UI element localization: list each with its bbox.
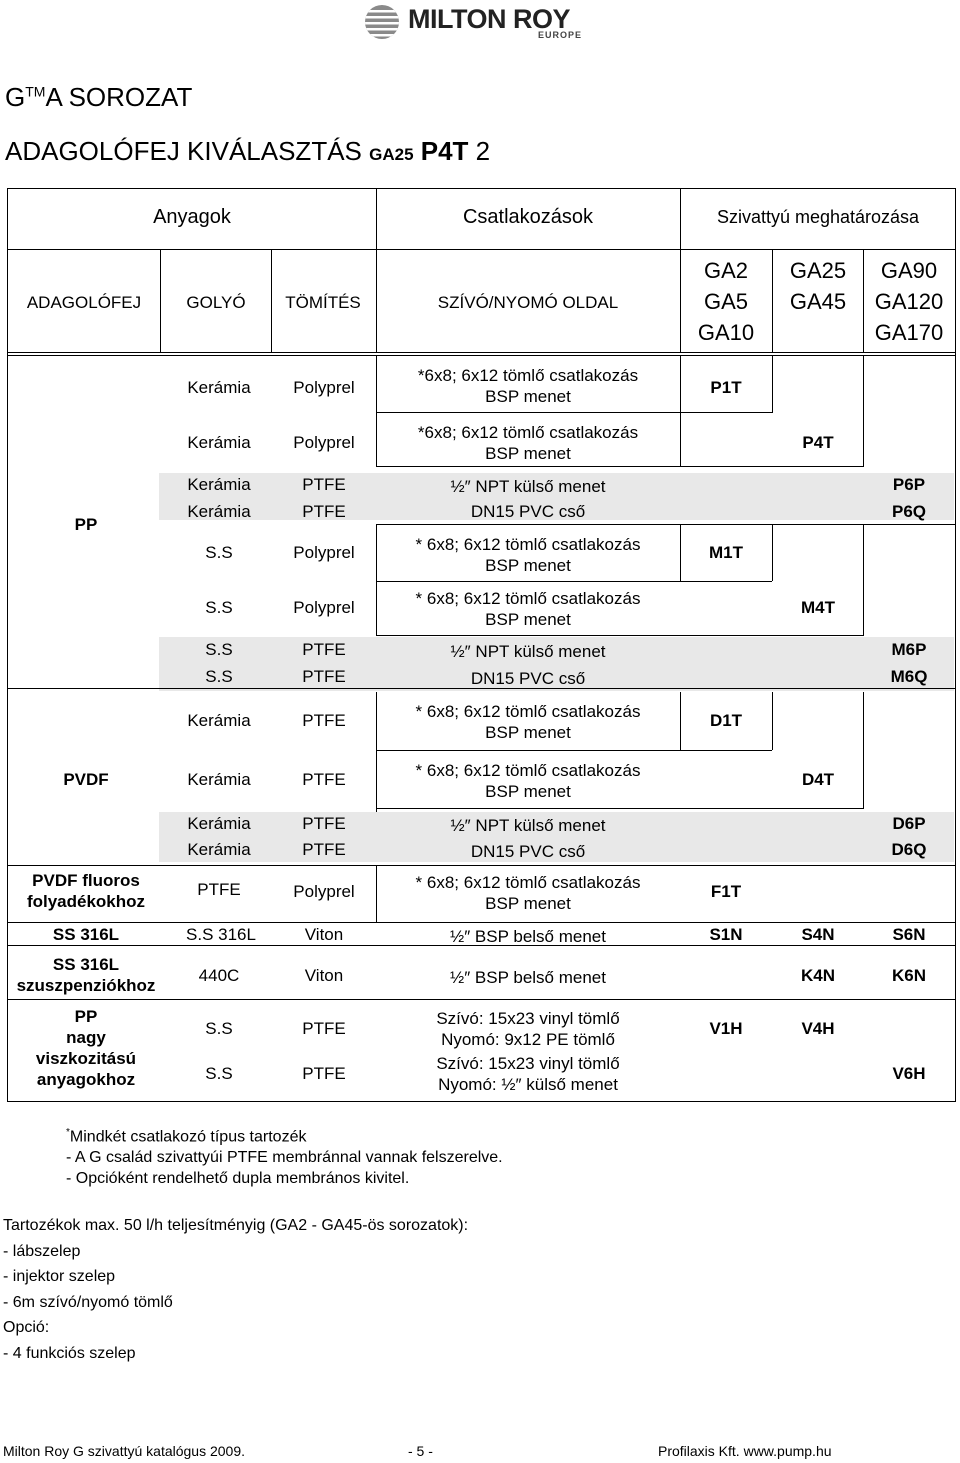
section-pvdf-fluor: PVDF fluoros folyadékokhoz: [26, 871, 146, 911]
r14-ball: S.S 316L: [186, 925, 256, 944]
r13-seal: Polyprel: [293, 882, 355, 901]
accessories-list: [3, 1213, 468, 1367]
r12-ball: Kerámia: [187, 840, 251, 859]
footer-right: Profilaxis Kft. www.pump.hu: [658, 1443, 832, 1459]
section-pp-visc: PP nagy viszkozitású anyagokhoz: [35, 1007, 137, 1089]
r17-seal: PTFE: [302, 1064, 346, 1083]
r15-conn: ½″ BSP belső menet: [450, 968, 606, 987]
r3-ball: Kerámia: [187, 475, 251, 494]
r8-ball: S.S: [205, 667, 233, 686]
r14-code-2: S4N: [801, 925, 835, 944]
r6-ball: S.S: [205, 598, 233, 617]
r9-conn: * 6x8; 6x12 tömlő csatlakozás BSP menet: [415, 702, 641, 742]
r3-conn: ½″ NPT külső menet: [450, 477, 606, 496]
r7-seal: PTFE: [302, 640, 346, 659]
r15-ball: 440C: [198, 966, 240, 985]
r2-seal: Polyprel: [293, 433, 355, 452]
col-g2: GA25 GA45: [789, 258, 847, 314]
r14-seal: Viton: [304, 925, 344, 944]
r16-conn: Szívó: 15x23 vinyl tömlő Nyomó: 9x12 PE tömlő: [436, 1009, 620, 1049]
series-title: G™A SOROZAT: [5, 82, 193, 112]
r15-code-1: K4N: [800, 966, 836, 985]
r10-conn: * 6x8; 6x12 tömlő csatlakozás BSP menet: [415, 761, 641, 801]
r1-seal: Polyprel: [293, 378, 355, 397]
r13-ball: PTFE: [197, 880, 241, 899]
logo-sub: EUROPE: [538, 30, 583, 40]
r11-conn: ½″ NPT külső menet: [450, 816, 606, 835]
r1-conn: *6x8; 6x12 tömlő csatlakozás BSP menet: [417, 366, 639, 406]
milton-roy-logo: [362, 2, 600, 44]
r5-code: M1T: [709, 543, 743, 562]
accessory-item: - 6m szívó/nyomó tömlő: [3, 1293, 173, 1311]
col-ball: GOLYÓ: [186, 293, 246, 312]
r1-code: P1T: [710, 378, 742, 397]
col-g1: GA2 GA5 GA10: [697, 258, 755, 345]
r11-ball: Kerámia: [187, 814, 251, 833]
r6-code: M4T: [801, 598, 835, 617]
r9-code: D1T: [709, 711, 743, 730]
r2-conn: *6x8; 6x12 tömlő csatlakozás BSP menet: [417, 423, 639, 463]
r8-seal: PTFE: [302, 667, 346, 686]
r9-ball: Kerámia: [187, 711, 251, 730]
r12-conn: DN15 PVC cső: [470, 842, 586, 861]
col-seal: TÖMÍTÉS: [285, 293, 361, 312]
r13-code: F1T: [710, 882, 742, 901]
r6-seal: Polyprel: [293, 598, 355, 617]
r11-code: D6P: [892, 814, 926, 833]
r5-conn: * 6x8; 6x12 tömlő csatlakozás BSP menet: [415, 535, 641, 575]
r10-ball: Kerámia: [187, 770, 251, 789]
option-title: Opció:: [3, 1319, 50, 1337]
r1-ball: Kerámia: [187, 378, 251, 397]
r2-ball: Kerámia: [187, 433, 251, 452]
r3-seal: PTFE: [302, 475, 346, 494]
r11-seal: PTFE: [302, 814, 346, 833]
r2-code: P4T: [802, 433, 834, 452]
section-pp: PP: [74, 515, 98, 534]
section-ss-susp: SS 316L szuszpenziókhoz: [16, 955, 156, 995]
r4-code: P6Q: [891, 502, 927, 521]
r14-code-3: S6N: [892, 925, 926, 944]
r8-conn: DN15 PVC cső: [470, 669, 586, 688]
r4-ball: Kerámia: [187, 502, 251, 521]
r12-code: D6Q: [891, 840, 927, 859]
accessories-title: Tartozékok max. 50 l/h teljesítményig (GA2 - GA45-ös sorozatok):: [3, 1217, 469, 1234]
r17-code: V6H: [892, 1064, 926, 1083]
r5-seal: Polyprel: [293, 543, 355, 562]
r7-code: M6P: [891, 640, 927, 659]
col-side: SZÍVÓ/NYOMÓ OLDAL: [437, 293, 619, 312]
accessory-item: - injektor szelep: [3, 1268, 116, 1286]
r15-code-2: K6N: [891, 966, 927, 985]
r6-conn: * 6x8; 6x12 tömlő csatlakozás BSP menet: [415, 589, 641, 629]
r5-ball: S.S: [205, 543, 233, 562]
section-ss: SS 316L: [52, 925, 120, 944]
footnotes: *Mindkét csatlakozó típus tartozék - A G család szivattyúi PTFE membránnal vannak felszerelve. - Opcióként rendelhető dupla membrános kivitel.: [66, 1127, 503, 1188]
r9-seal: PTFE: [302, 711, 346, 730]
r17-ball: S.S: [205, 1064, 233, 1083]
header-materials: Anyagok: [153, 206, 231, 228]
page-title: ADAGOLÓFEJ KIVÁLASZTÁS GA25 P4T 2: [5, 136, 491, 166]
globe-icon: [362, 2, 402, 42]
footer-left: Milton Roy G szivattyú katalógus 2009.: [3, 1443, 246, 1459]
col-head: ADAGOLÓFEJ: [26, 293, 142, 312]
r10-code: D4T: [801, 770, 835, 789]
col-g3: GA90 GA120 GA170: [874, 258, 944, 345]
logo-brand: MILTON ROY: [408, 4, 570, 34]
r17-conn: Szívó: 15x23 vinyl tömlő Nyomó: ½″ külső menet: [436, 1054, 620, 1094]
r14-code-1: S1N: [709, 925, 743, 944]
r10-seal: PTFE: [302, 770, 346, 789]
r16-code-1: V1H: [709, 1019, 743, 1038]
r4-seal: PTFE: [302, 502, 346, 521]
selection-table: [7, 188, 956, 1102]
r14-conn: ½″ BSP belső menet: [450, 927, 606, 946]
r8-code: M6Q: [890, 667, 928, 686]
r12-seal: PTFE: [302, 840, 346, 859]
footer-page-number: - 5 -: [408, 1443, 433, 1459]
r3-code: P6P: [892, 475, 926, 494]
r7-ball: S.S: [205, 640, 233, 659]
r16-code-2: V4H: [801, 1019, 835, 1038]
accessory-item: - lábszelep: [3, 1242, 81, 1260]
r16-ball: S.S: [205, 1019, 233, 1038]
option-item: - 4 funkciós szelep: [3, 1344, 136, 1362]
r15-seal: Viton: [304, 966, 344, 985]
r7-conn: ½″ NPT külső menet: [450, 642, 606, 661]
r13-conn: * 6x8; 6x12 tömlő csatlakozás BSP menet: [415, 873, 641, 913]
r16-seal: PTFE: [302, 1019, 346, 1038]
header-connections: Csatlakozások: [462, 206, 594, 228]
header-pump: Szivattyú meghatározása: [716, 207, 920, 227]
r4-conn: DN15 PVC cső: [470, 502, 586, 521]
section-pvdf: PVDF: [63, 770, 109, 789]
